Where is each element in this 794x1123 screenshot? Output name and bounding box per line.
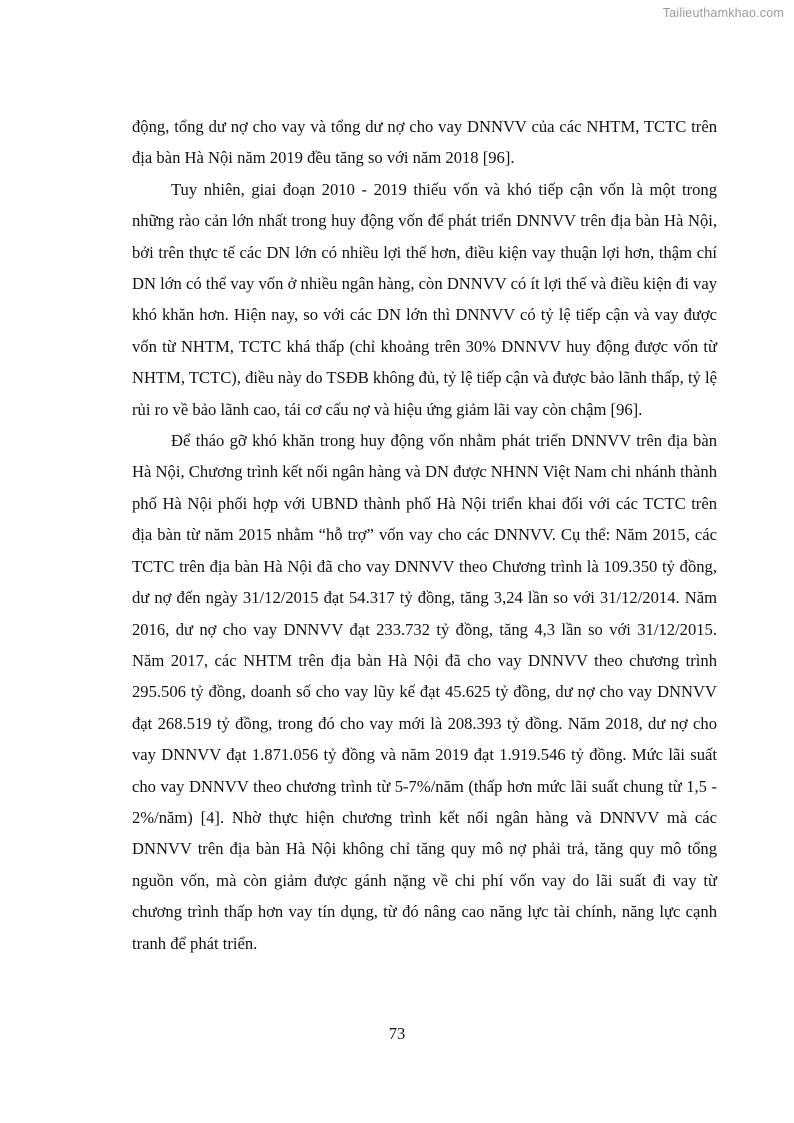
paragraph-continued: động, tổng dư nợ cho vay và tổng dư nợ cho vay DNNVV của các NHTM, TCTC trên địa bàn Hà Nội năm 2019 đều tăng so với năm 2018 [96]. [132,117,717,168]
page-body [132,111,717,959]
paragraph-capital-barriers: Tuy nhiên, giai đoạn 2010 - 2019 thiếu vốn và khó tiếp cận vốn là một trong những rào cản lớn nhất trong huy động vốn để phát triển DNNVV trên địa bàn Hà Nội, bởi trên thực tế các DN lớn có nhiều lợi thế hơn, điều kiện vay thuận lợi hơn, thậm chí DN lớn có thể vay vốn ở nhiều ngân hàng, còn DNNVV có ít lợi thế và điều kiện đi vay khó khăn hơn. Hiện nay, so với các DN lớn thì DNNVV có tỷ lệ tiếp cận và vay được vốn từ NHTM, TCTC khá thấp (chỉ khoảng trên 30% DNNVV huy động được vốn từ NHTM, TCTC), điều này do TSĐB không đủ, tỷ lệ tiếp cận và được bảo lãnh thấp, tỷ lệ rủi ro về bảo lãnh cao, tái cơ cấu nợ và hiệu ứng giảm lãi vay còn chậm [96]. [132,179,717,419]
page-number: 73 [388,1024,406,1043]
paragraph-bank-connection-program: Để tháo gỡ khó khăn trong huy động vốn nhằm phát triển DNNVV trên địa bàn Hà Nội, Chương trình kết nối ngân hàng và DN được NHNN Việt Nam chi nhánh thành phố Hà Nội phối hợp với UBND thành phố Hà Nội triển khai đối với các TCTC trên địa bàn từ năm 2015 nhằm “hỗ trợ” vốn vay cho các DNNVV. Cụ thể: Năm 2015, các TCTC trên địa bàn Hà Nội đã cho vay DNNVV theo Chương trình là 109.350 tỷ đồng, dư nợ đến ngày 31/12/2015 đạt 54.317 tỷ đồng, tăng 3,24 lần so với 31/12/2014. Năm 2016, dư nợ cho vay DNNVV đạt 233.732 tỷ đồng, tăng 4,3 lần so với 31/12/2015. Năm 2017, các NHTM trên địa bàn Hà Nội đã cho vay DNNVV theo chương trình 295.506 tỷ đồng, doanh số cho vay lũy kế đạt 45.625 tỷ đồng, dư nợ cho vay DNNVV đạt 268.519 tỷ đồng, trong đó cho vay mới là 208.393 tỷ đồng. Năm 2018, dư nợ cho vay DNNVV đạt 1.871.056 tỷ đồng và năm 2019 đạt 1.919.546 tỷ đồng. Mức lãi suất cho vay DNNVV theo chương trình từ 5-7%/năm (thấp hơn mức lãi suất chung từ 1,5 - 2%/năm) [4]. Nhờ thực hiện chương trình kết nối ngân hàng và DNNVV mà các DNNVV trên địa bàn Hà Nội không chỉ tăng quy mô nợ phải trả, tăng quy mô tổng nguồn vốn, mà còn giảm được gánh nặng về chi phí vốn vay do lãi suất đi vay từ chương trình thấp hơn vay tín dụng, từ đó nâng cao năng lực tài chính, năng lực cạnh tranh để phát triển. [132,431,717,953]
watermark: Tailieuthamkhao.com [662,6,784,20]
